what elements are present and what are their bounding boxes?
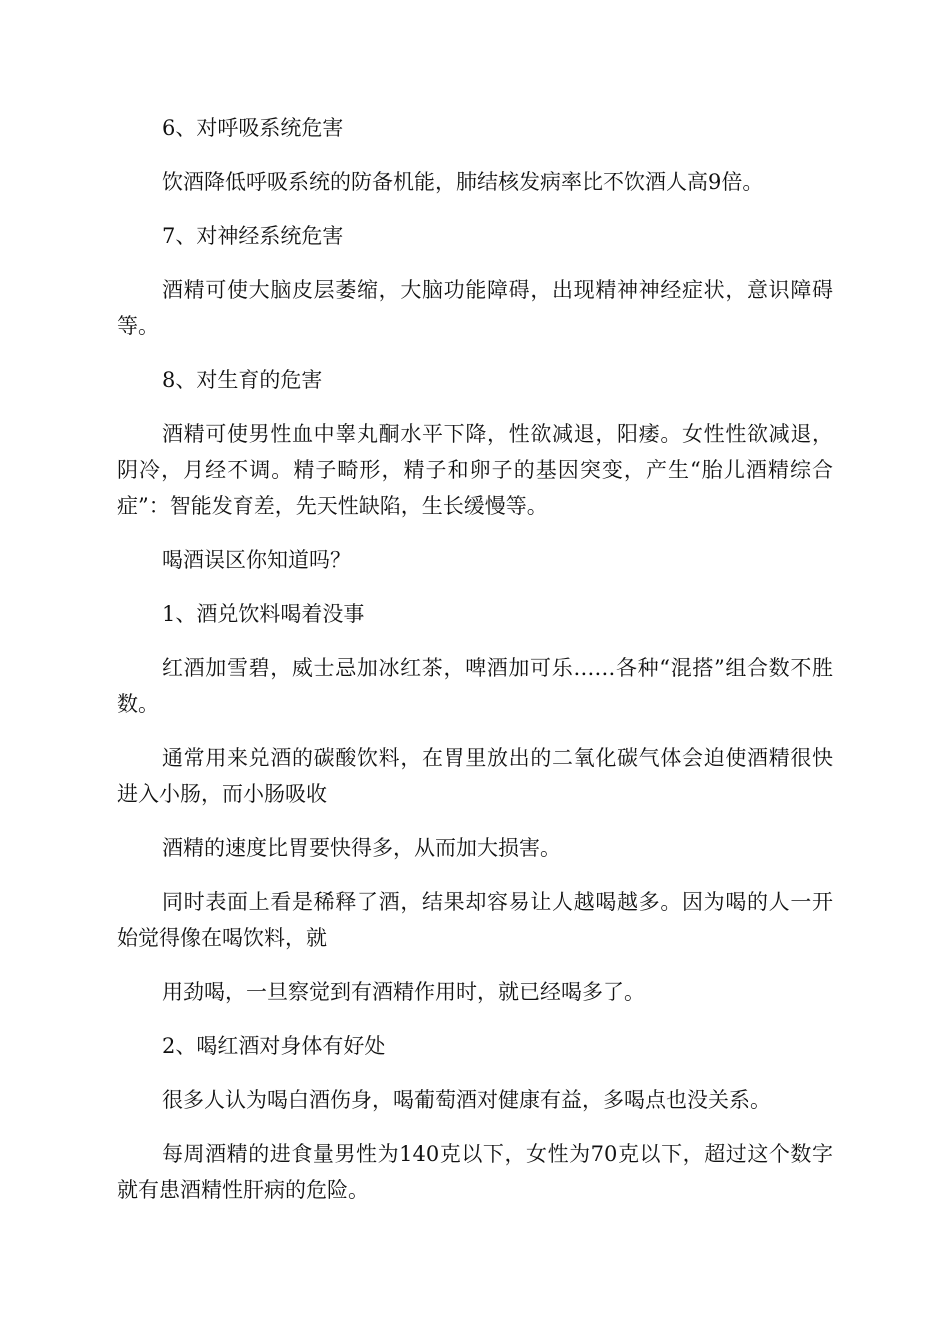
paragraph-wine-belief: 很多人认为喝白酒伤身，喝葡萄酒对健康有益，多喝点也没关系。 bbox=[162, 1088, 771, 1112]
paragraph-reproductive: 酒精可使男性血中睾丸酮水平下降，性欲减退，阳痿。女性性欲减退，阴冷，月经不调。精子畸形，精子和卵子的基因突变，产生“胎儿酒精综合症”：智能发育差，先天性缺陷，生长缓慢等。 bbox=[117, 422, 833, 518]
heading-nervous-harm: 7、对神经系统危害 bbox=[162, 224, 344, 248]
paragraph-absorption: 酒精的速度比胃要快得多，从而加大损害。 bbox=[162, 836, 561, 860]
heading-myth-red-wine: 2、喝红酒对身体有好处 bbox=[162, 1034, 386, 1058]
heading-reproductive-harm: 8、对生育的危害 bbox=[162, 368, 323, 392]
heading-respiratory-harm: 6、对呼吸系统危害 bbox=[162, 116, 344, 140]
paragraph-dilution: 同时表面上看是稀释了酒，结果却容易让人越喝越多。因为喝的人一开始觉得像在喝饮料，就 bbox=[117, 890, 833, 950]
heading-myth-mixed-drinks: 1、酒兑饮料喝着没事 bbox=[162, 602, 365, 626]
paragraph-nervous: 酒精可使大脑皮层萎缩，大脑功能障碍，出现精神神经症状，意识障碍等。 bbox=[117, 278, 833, 338]
paragraph-overdrinking: 用劲喝，一旦察觉到有酒精作用时，就已经喝多了。 bbox=[162, 980, 645, 1004]
document-body bbox=[117, 110, 833, 1226]
paragraph-mixed-drinks: 红酒加雪碧，威士忌加冰红茶，啤酒加可乐……各种“混搭”组合数不胜数。 bbox=[117, 656, 833, 716]
paragraph-respiratory: 饮酒降低呼吸系统的防备机能，肺结核发病率比不饮酒人高9倍。 bbox=[162, 170, 764, 194]
heading-drinking-myths: 喝酒误区你知道吗？ bbox=[162, 548, 351, 572]
paragraph-carbonated: 通常用来兑酒的碳酸饮料，在胃里放出的二氧化碳气体会迫使酒精很快进入小肠，而小肠吸收 bbox=[117, 746, 833, 806]
paragraph-weekly-intake: 每周酒精的进食量男性为140克以下，女性为70克以下，超过这个数字就有患酒精性肝病的危险。 bbox=[117, 1142, 833, 1202]
